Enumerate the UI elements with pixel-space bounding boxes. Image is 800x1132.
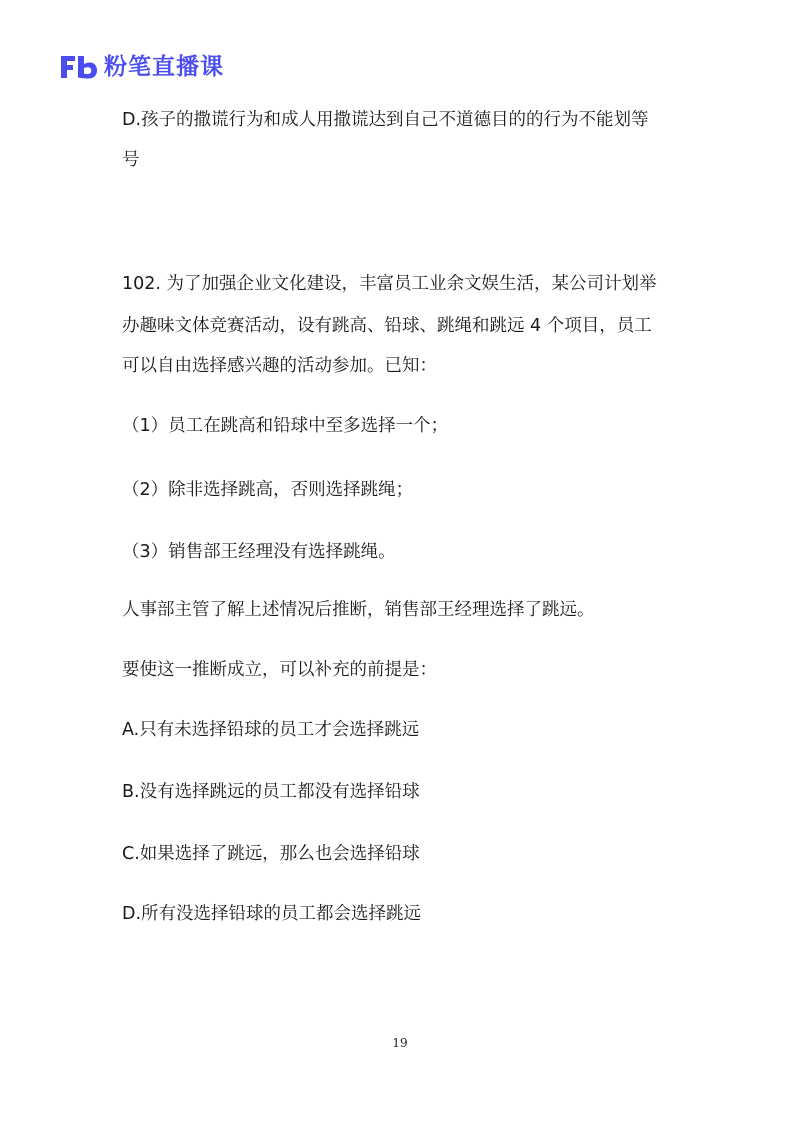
option-d: D.所有没选择铅球的员工都会选择跳远 <box>122 904 422 924</box>
prev-option-d-line1: D.孩子的撒谎行为和成人用撒谎达到自己不道德目的的行为不能划等 <box>122 110 649 130</box>
brand-header <box>58 50 224 84</box>
page-number: 19 <box>392 1036 408 1050</box>
option-c: C.如果选择了跳远，那么也会选择铅球 <box>122 844 420 864</box>
inference-text: 人事部主管了解上述情况后推断，销售部王经理选择了跳远。 <box>122 600 595 620</box>
question-stem-line3: 可以自由选择感兴趣的活动参加。已知： <box>122 356 437 376</box>
question-stem-line2: 办趣味文体竞赛活动，设有跳高、铅球、跳绳和跳远 4 个项目，员工 <box>122 316 652 336</box>
question-prompt: 要使这一推断成立，可以补充的前提是： <box>122 660 437 680</box>
condition-1: （1）员工在跳高和铅球中至多选择一个； <box>122 416 449 436</box>
fenbi-logo-icon <box>58 52 98 82</box>
brand-name: 粉笔直播课 <box>104 54 224 80</box>
prev-option-d-line2: 号 <box>122 150 140 170</box>
question-stem-line1: 102. 为了加强企业文化建设，丰富员工业余文娱生活，某公司计划举 <box>122 274 657 294</box>
option-b: B.没有选择跳远的员工都没有选择铅球 <box>122 782 420 802</box>
condition-2: （2）除非选择跳高，否则选择跳绳； <box>122 480 414 500</box>
condition-3: （3）销售部王经理没有选择跳绳。 <box>122 542 396 562</box>
option-a: A.只有未选择铅球的员工才会选择跳远 <box>122 720 420 740</box>
